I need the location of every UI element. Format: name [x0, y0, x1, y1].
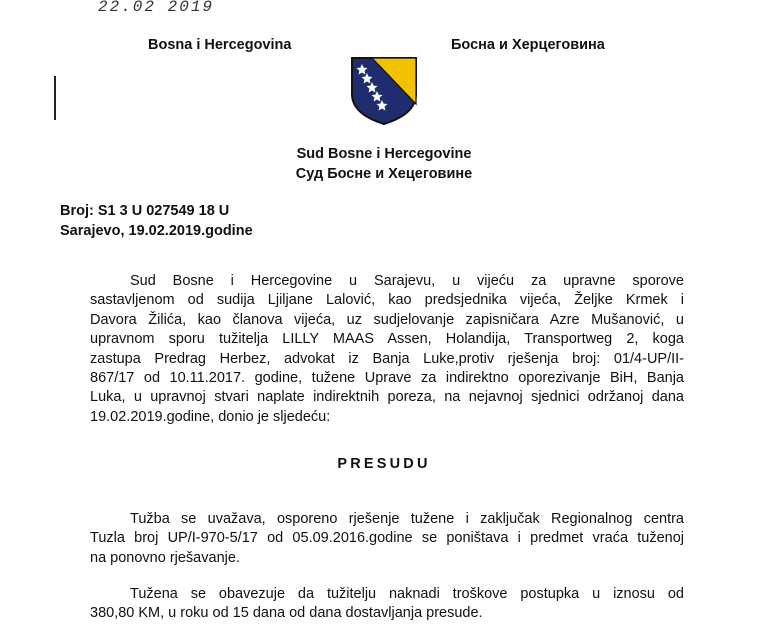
court-name-cyrillic: Суд Босне и Хецеговине [295, 166, 473, 182]
intro-line: 867/17 od 10.11.2017. godine, tužene Uprave za indirektno oporezivanje BiH, Banja [90, 370, 684, 387]
header-left-country: Bosna i Hercegovina [148, 37, 292, 53]
verdict-line: na ponovno rješavanje. [90, 549, 240, 566]
intro-line: Luka, u upravnoj stvari naplate indirektnih poreza, na nejavnoj sjednici održanoj dana [90, 389, 684, 406]
court-name-latin: Sud Bosne i Hercegovine [296, 146, 472, 162]
intro-paragraph [90, 272, 684, 427]
margin-mark [54, 76, 56, 120]
header-right-country: Босна и Херцеговина [451, 37, 605, 53]
intro-line: Davora Žilića, kao članova vijeća, uz sudjelovanje zapisničara Azre Mušanović, u [90, 311, 684, 328]
intro-line: 19.02.2019.godine, donio je sljedeću: [90, 408, 331, 425]
costs-line: Tužena se obavezuje da tužitelju naknadi troškove postupka u iznosu od [130, 586, 684, 602]
handwritten-date: 22.02 2019 [98, 0, 215, 16]
coat-of-arms-icon [350, 56, 418, 126]
verdict-line: Tužba se uvažava, osporeno rješenje tužene i zaključak Regionalnog centra [130, 511, 684, 527]
verdict-paragraph [90, 510, 684, 568]
intro-line: upravnom sporu tužitelja LILLY MAAS Assen, Holandija, Transportweg 2, koga [90, 331, 684, 348]
intro-line: sastavljenom od sudija Ljiljane Lalović, kao predsjednika vijeća, Željke Krmek i [90, 292, 684, 309]
costs-paragraph [90, 585, 684, 624]
case-number: Broj: S1 3 U 027549 18 U [60, 203, 230, 219]
intro-line: Sud Bosne i Hercegovine u Sarajevu, u vijeću za upravne sporove [130, 273, 684, 289]
verdict-line: Tuzla broj UP/I-970-5/17 od 05.09.2016.godine se poništava i predmet vraća tuženoj [90, 530, 684, 547]
verdict-title: PRESUDU [337, 456, 431, 472]
costs-line: 380,80 KM, u roku od 15 dana od dana dostavljanja presude. [90, 605, 483, 622]
intro-line: zastupa Predrag Herbez, advokat iz Banja Luke,protiv rješenja broj: 01/4-UP/II- [90, 350, 684, 367]
case-place-date: Sarajevo, 19.02.2019.godine [60, 223, 253, 239]
